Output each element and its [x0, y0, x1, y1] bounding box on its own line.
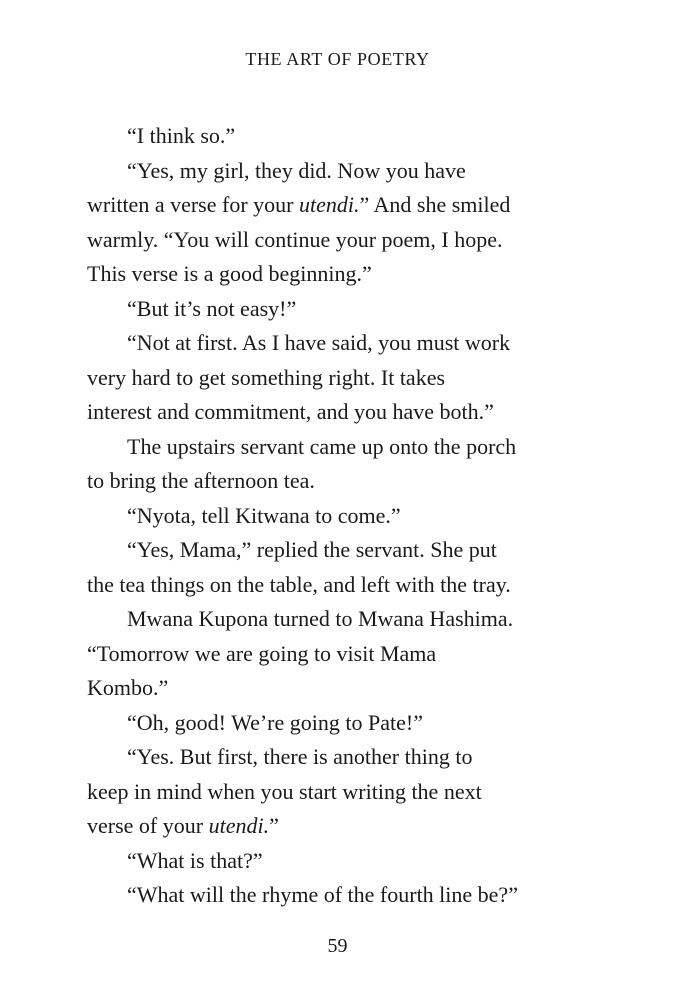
paragraph [87, 878, 587, 913]
body-text [87, 119, 587, 913]
text-line: very hard to get something right. It takes [87, 364, 446, 390]
text-line: Mwana Kupona turned to Mwana Hashima. [127, 606, 514, 631]
paragraph [87, 706, 587, 741]
text-line: “What will the rhyme of the fourth line be?” [127, 882, 518, 907]
text-line: “But it’s not easy!” [127, 295, 297, 321]
text-segment: ” [269, 813, 279, 838]
text-line: This verse is a good beginning.” [87, 261, 372, 286]
text-line: “Not at first. As I have said, you must work [127, 330, 511, 355]
paragraph [87, 154, 587, 292]
text-line [87, 188, 587, 223]
text-segment: written a verse for your [87, 192, 299, 217]
text-line: to bring the afternoon tea. [87, 468, 315, 493]
text-line: “Tomorrow we are going to visit Mama [87, 640, 437, 666]
text-line: “Oh, good! We’re going to Pate!” [127, 709, 423, 735]
text-line: interest and commitment, and you have both.” [87, 399, 494, 424]
paragraph [87, 499, 587, 534]
running-head: THE ART OF POETRY [245, 49, 430, 69]
paragraph [87, 602, 587, 706]
paragraph [87, 533, 587, 602]
text-line: “Nyota, tell Kitwana to come.” [127, 502, 401, 528]
text-line: the tea things on the table, and left with the tray. [87, 571, 511, 597]
text-segment: verse of your [87, 813, 209, 838]
text-line: “What is that?” [127, 847, 263, 873]
text-line: “Yes, my girl, they did. Now you have [127, 157, 466, 183]
text-line: “I think so.” [127, 123, 236, 148]
text-line: “Yes. But first, there is another thing to [127, 744, 473, 769]
text-line: “Yes, Mama,” replied the servant. She put [127, 537, 497, 562]
paragraph [87, 740, 587, 844]
italic-term: utendi. [298, 192, 360, 217]
text-line [87, 809, 587, 844]
paragraph [87, 119, 587, 154]
paragraph [87, 292, 587, 327]
italic-term: utendi. [208, 813, 270, 838]
page-number: 59 [327, 935, 348, 957]
text-line: Kombo.” [87, 675, 169, 700]
paragraph [87, 326, 587, 430]
paragraph [87, 430, 587, 499]
paragraph [87, 844, 587, 879]
text-line: The upstairs servant came up onto the porch [127, 433, 517, 459]
text-segment: ” And she smiled [359, 192, 511, 217]
text-line: warmly. “You will continue your poem, I hope. [87, 226, 503, 252]
text-line: keep in mind when you start writing the next [87, 778, 482, 804]
